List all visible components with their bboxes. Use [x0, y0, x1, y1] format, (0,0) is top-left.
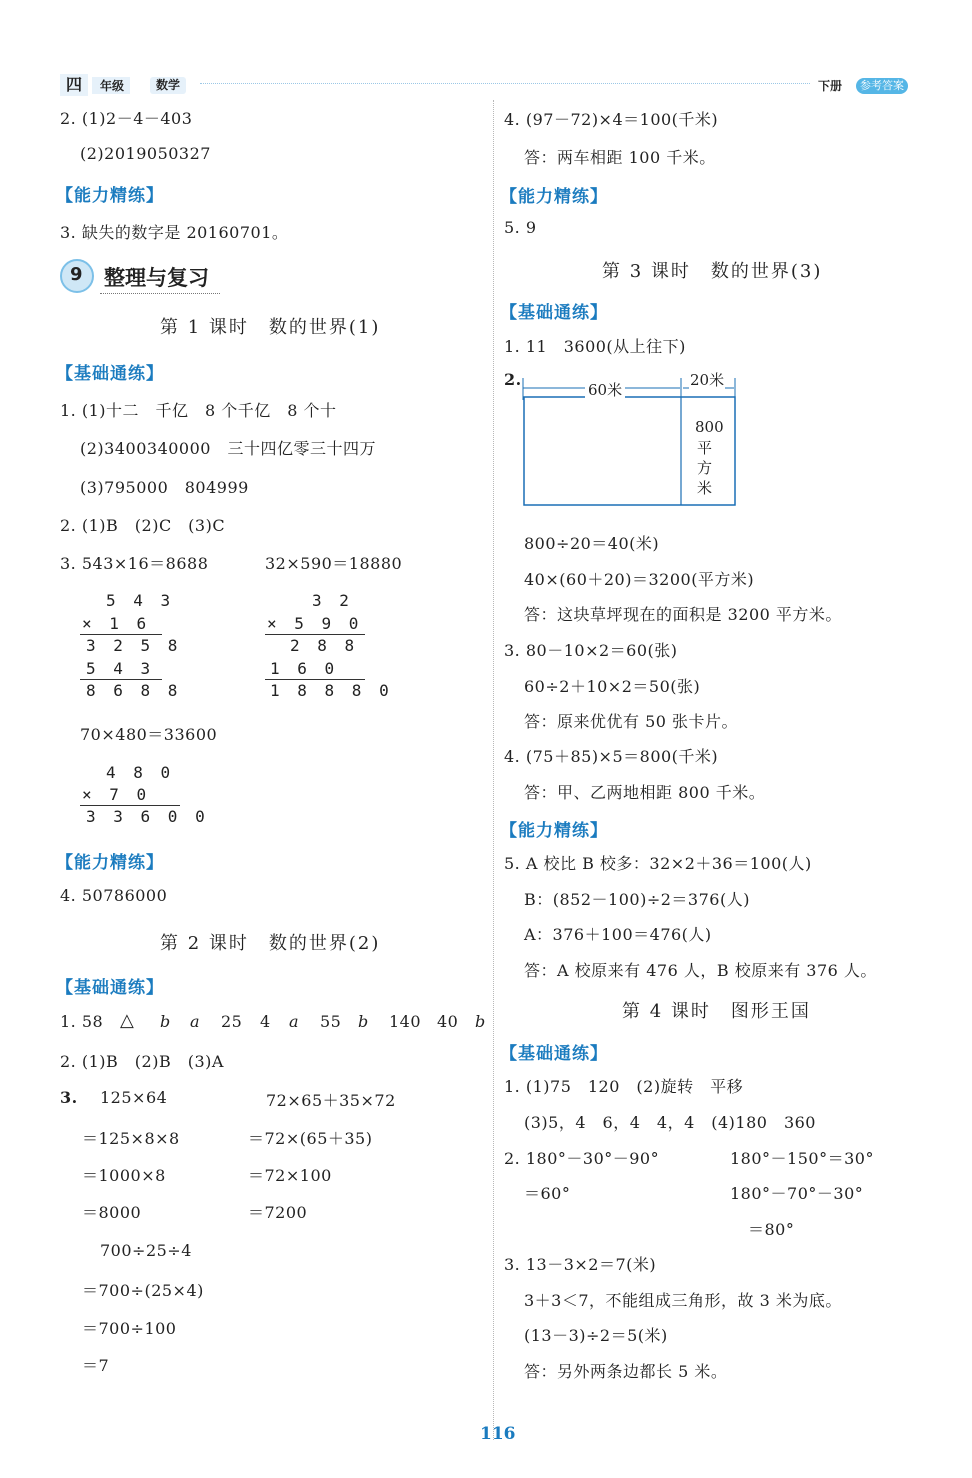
l2-q3-left: ＝125×8×8 [82, 1129, 180, 1148]
l2-q3-left: 125×64 [100, 1088, 168, 1107]
diagram-area-label: 平 [697, 439, 713, 457]
l3-q4a: 4. (75＋85)×5＝800(千米) [504, 747, 719, 766]
l2-q1-item: 4 [260, 1012, 271, 1031]
vm2-rule [265, 679, 365, 680]
vm1-rule [80, 679, 162, 680]
l1-q3c: 70×480＝33600 [80, 725, 218, 744]
left-q3: 3. 缺失的数字是 20160701。 [60, 223, 289, 242]
l4-q2b: ＝60° [524, 1184, 571, 1203]
page-number: 116 [480, 1424, 516, 1444]
l4-q2c: 180°－150°＝30° [730, 1149, 874, 1168]
l3-q5d: 答：A 校原来有 476 人，B 校原来有 376 人。 [524, 961, 877, 980]
l1-q1c: (3)795000 804999 [80, 478, 249, 497]
l2-q1-item: 55 [320, 1012, 342, 1031]
vm2-row: 1 8 8 8 0 [270, 681, 393, 700]
l2-q2: 2. (1)B (2)B (3)A [60, 1052, 224, 1071]
column-divider [493, 100, 494, 1440]
vm1-row: 5 4 3 [86, 659, 155, 678]
diagram-left-length: 60米 [585, 379, 625, 400]
section-heading: 【基础通练】 [56, 364, 164, 384]
right-q5: 5. 9 [504, 218, 537, 237]
l2-q1-item: b [160, 1012, 171, 1031]
vm2-row: 2 8 8 [290, 636, 359, 655]
vm1-row: 3 2 5 8 [86, 636, 182, 655]
right-q4: 4. (97－72)×4＝100(千米) [504, 110, 719, 129]
l2-q1-item: 40 [437, 1012, 459, 1031]
diagram-area-label: 800 [695, 418, 724, 436]
lesson-title: 第 3 课时 数的世界(3) [602, 261, 823, 282]
l2-q3-right: 72×65＋35×72 [266, 1091, 396, 1110]
l4-q1a: 1. (1)75 120 (2)旋转 平移 [504, 1077, 744, 1096]
l3-q3a: 3. 80－10×2＝60(张) [504, 641, 678, 660]
l4-q3d: 答：另外两条边都长 5 米。 [524, 1362, 728, 1381]
vm1-rule [80, 634, 162, 635]
vm2-rule [265, 634, 365, 635]
l1-q3b: 32×590＝18880 [265, 554, 403, 573]
left-q2b: (2)2019050327 [80, 144, 211, 163]
l4-q3a: 3. 13－3×2＝7(米) [504, 1255, 657, 1274]
vm3-row: 4 8 0 [106, 763, 175, 782]
l2-q3-right: ＝72×100 [248, 1166, 332, 1185]
l3-q1: 1. 11 3600(从上往下) [504, 337, 686, 356]
lesson-title: 第 2 课时 数的世界(2) [160, 933, 381, 954]
l2-q3-label: 3. [60, 1088, 78, 1107]
l1-q1a: 1. (1)十二 千亿 8 个千亿 8 个十 [60, 401, 337, 420]
l1-q3a: 3. 543×16＝8688 [60, 554, 209, 573]
section-heading: 【能力精练】 [500, 187, 608, 207]
answers-badge: 参考答案 [856, 78, 908, 94]
l1-q4: 4. 50786000 [60, 886, 168, 905]
lesson-title: 第 1 课时 数的世界(1) [160, 317, 381, 338]
l2-q1-item: 140 [389, 1012, 422, 1031]
section-heading: 【能力精练】 [56, 186, 164, 206]
diagram-area-label: 方 [697, 459, 713, 477]
vm1-row: × 1 6 [82, 614, 151, 633]
section-heading: 【基础通练】 [500, 1044, 608, 1064]
vm2-row: × 5 9 0 [267, 614, 363, 633]
l2-q1-item: 25 [221, 1012, 243, 1031]
l3-q2b: 40×(60＋20)＝3200(平方米) [524, 570, 755, 589]
l3-q5a: 5. A 校比 B 校多：32×2＋36＝100(人) [504, 854, 812, 873]
diagram-area-label: 米 [697, 479, 713, 497]
l3-q5c: A：376＋100＝476(人) [524, 925, 712, 944]
l2-q1-item: b [358, 1012, 369, 1031]
unit-title: 整理与复习 [104, 266, 209, 290]
diagram-right-length: 20米 [690, 371, 725, 389]
l3-q4b: 答：甲、乙两地相距 800 千米。 [524, 783, 766, 802]
l3-q2c: 答：这块草坪现在的面积是 3200 平方米。 [524, 605, 842, 624]
l2-q3-left: ＝8000 [82, 1203, 142, 1222]
vm3-row: × 7 0 [82, 785, 151, 804]
vm1-row: 8 6 8 8 [86, 681, 182, 700]
l1-q2: 2. (1)B (2)C (3)C [60, 516, 226, 535]
l4-q3c: (13－3)÷2＝5(米) [524, 1326, 668, 1345]
vm2-row: 1 6 0 [270, 659, 339, 678]
l3-q2a: 800÷20＝40(米) [524, 534, 660, 553]
l3-q2-label: 2. [504, 370, 522, 389]
unit-number: 9 [70, 264, 83, 285]
unit-title-underline [100, 293, 220, 294]
header-rule [200, 83, 810, 84]
l2-q3-bottom: ＝7 [82, 1356, 110, 1375]
l2-q3-bottom: ＝700÷100 [82, 1319, 177, 1338]
vm2-row: 3 2 [312, 591, 353, 610]
l4-q2d: 180°－70°－30° [730, 1184, 864, 1203]
l2-q3-right: ＝72×(65＋35) [248, 1129, 373, 1148]
l3-q3b: 60÷2＋10×2＝50(张) [524, 677, 701, 696]
l4-q3b: 3＋3＜7，不能组成三角形，故 3 米为底。 [524, 1291, 842, 1310]
section-heading: 【能力精练】 [56, 853, 164, 873]
l2-q1-item: a [289, 1012, 300, 1031]
vm1-row: 5 4 3 [106, 591, 175, 610]
l2-q1-item: a [190, 1012, 201, 1031]
triangle-symbol: △ [120, 1010, 135, 1031]
lesson-title: 第 4 课时 图形王国 [622, 1001, 811, 1022]
volume-label: 下册 [818, 79, 843, 93]
subject-label: 数学 [150, 77, 186, 94]
vm3-row: 3 3 6 0 0 [86, 807, 209, 826]
l4-q2e: ＝80° [748, 1220, 795, 1239]
l3-q5b: B：(852－100)÷2＝376(人) [524, 890, 750, 909]
grade-label: 年级 [100, 79, 125, 93]
left-q2a: 2. (1)2－4－403 [60, 109, 193, 128]
vm3-rule [80, 805, 180, 806]
l3-q3c: 答：原来优优有 50 张卡片。 [524, 712, 739, 731]
l4-q1b: (3)5，4 6，4 4，4 (4)180 360 [524, 1113, 816, 1132]
l2-q1-item: 1. 58 [60, 1012, 104, 1031]
l1-q1b: (2)3400340000 三十四亿零三十四万 [80, 439, 376, 458]
l2-q3-right: ＝7200 [248, 1203, 308, 1222]
l4-q2a: 2. 180°－30°－90° [504, 1149, 660, 1168]
l2-q1-item: b [475, 1012, 486, 1031]
section-heading: 【基础通练】 [500, 303, 608, 323]
section-heading: 【能力精练】 [500, 821, 608, 841]
section-heading: 【基础通练】 [56, 978, 164, 998]
l2-q3-bottom: 700÷25÷4 [100, 1241, 192, 1260]
l2-q3-bottom: ＝700÷(25×4) [82, 1281, 204, 1300]
l2-q3-left: ＝1000×8 [82, 1166, 166, 1185]
right-q4-answer: 答：两车相距 100 千米。 [524, 148, 716, 167]
grade-badge: 四 [60, 74, 88, 96]
